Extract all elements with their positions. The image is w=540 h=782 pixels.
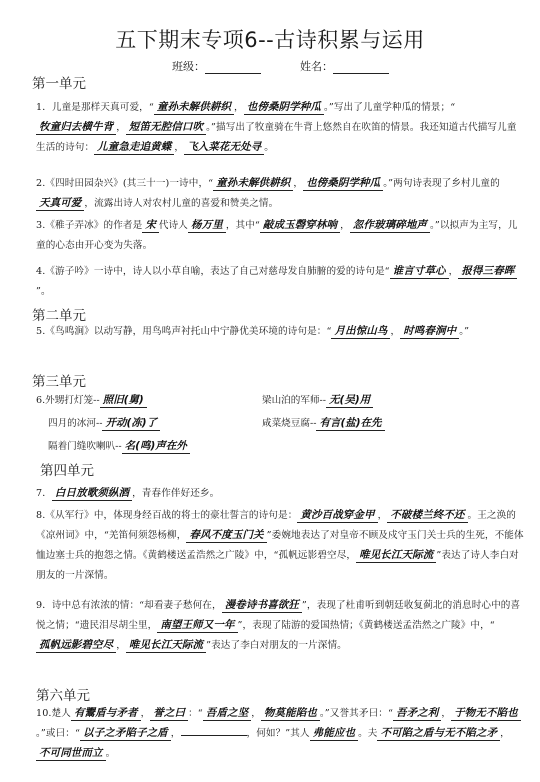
answer: 儿童急走追黄蝶 xyxy=(94,140,174,155)
question-text: 。”描写出了牧童骑在牛背上悠然自在吹笛的情景。我还知道古代描写儿童生活的诗句： xyxy=(36,122,517,153)
question-6-row-2-right xyxy=(262,416,385,431)
answer: 白日放歌须纵酒 xyxy=(52,486,132,501)
question-6-row-1-right xyxy=(262,393,373,408)
question-6-row-1-left xyxy=(36,393,147,408)
answer: 誉之曰 xyxy=(150,706,188,721)
question-4 xyxy=(36,262,524,306)
answer: 也傍桑阴学种瓜 xyxy=(303,176,383,191)
class-blank xyxy=(205,63,261,74)
answer: 童孙未解供耕织 xyxy=(154,100,234,115)
question-text: ”，表现了杜甫听到朝廷收复蓟北的消息时心中的喜悦之情；“遗民泪尽胡尘里， xyxy=(36,600,521,631)
question-text: ：“ xyxy=(188,708,203,719)
question-text: ， xyxy=(251,708,261,719)
question-text: 10.楚人 xyxy=(36,708,71,719)
question-text: ， xyxy=(116,640,126,651)
question-text: ， xyxy=(116,122,126,133)
question-text: 。夫 xyxy=(358,728,378,739)
question-8 xyxy=(36,506,524,590)
question-text: ， xyxy=(500,728,510,739)
answer: 春风不度玉门关 xyxy=(186,528,266,543)
name-blank xyxy=(333,63,389,74)
answer: 不可陷之盾与无不陷之矛 xyxy=(377,726,500,741)
answer: 宋 xyxy=(142,218,159,233)
answer: 黄沙百战穿金甲 xyxy=(297,508,377,523)
question-text: 。”写出了儿童学种瓜的情景； xyxy=(323,102,451,113)
answer: 唯见长江天际流 xyxy=(356,548,436,563)
question-text: 。”或曰：“ xyxy=(36,728,80,739)
answer: 南望王师又一年 xyxy=(157,618,237,633)
answer: 也傍桑阴学种瓜 xyxy=(244,100,324,115)
question-text: 。”以拟声为主写，儿童的心态由开心变为失落。 xyxy=(36,220,518,251)
question-text: ”，表现了陆游的爱国热情；《黄鹤楼送孟浩然之广陵》中，“ xyxy=(237,620,495,631)
question-2 xyxy=(36,174,524,218)
question-text: 5.《鸟鸣涧》以动写静，用鸟鸣声衬托山中宁静优美环境的诗句是：“ xyxy=(36,326,332,337)
question-text: 咸菜烧豆腐-- xyxy=(262,418,317,429)
question-text: ，流露出诗人对农村儿童的喜爱和赞美之情。 xyxy=(84,198,279,209)
question-text: ，其中“ xyxy=(225,220,260,231)
answer: 吾盾之坚 xyxy=(203,706,251,721)
question-text: 1．儿童是那样天真可爱，“ xyxy=(36,102,154,113)
question-text: ”表达了李白对朋友的一片深情。 xyxy=(206,640,347,651)
answer: 以子之矛陷子之盾 xyxy=(80,726,171,741)
answer: 照旧(舅) xyxy=(100,393,147,408)
name-label: 姓名： xyxy=(300,60,333,73)
unit-heading-4: 第四单元 xyxy=(40,463,94,479)
question-text: ， xyxy=(170,728,181,739)
answer: 敲成玉磬穿林响 xyxy=(260,218,340,233)
question-5 xyxy=(36,322,524,366)
question-3 xyxy=(36,216,524,262)
answer: 牧童归去横牛背 xyxy=(36,120,116,135)
question-text: 代诗人 xyxy=(158,220,188,231)
question-text: 。 xyxy=(105,748,116,759)
question-6-row-2-left xyxy=(48,416,160,431)
class-field xyxy=(172,58,261,74)
question-text: 8.《从军行》中，体现身经百战的将士的豪壮誓言的诗句是： xyxy=(36,510,298,521)
answer: 童孙未解供耕织 xyxy=(213,176,293,191)
question-text: ， xyxy=(390,326,401,337)
question-text: 。”又誉其矛曰：“ xyxy=(319,708,393,719)
answer: 忽作玻璃碎地声 xyxy=(350,218,430,233)
question-text: ”表达了诗人李白对朋友的一片深情。 xyxy=(36,550,519,581)
answer: 短笛无腔信口吹 xyxy=(126,120,206,135)
question-text: 7． xyxy=(36,488,52,499)
question-1 xyxy=(36,98,524,168)
answer: 飞入菜花无处寻 xyxy=(184,140,264,155)
answer: 吾矛之利 xyxy=(393,706,441,721)
question-text: ， xyxy=(441,708,452,719)
question-7 xyxy=(36,484,524,506)
question-text: 四月的冰河-- xyxy=(48,418,103,429)
question-text: 。 xyxy=(264,142,274,153)
name-field xyxy=(300,58,389,74)
question-text: 。” xyxy=(459,326,470,337)
answer: 报得三春晖 xyxy=(458,264,517,279)
question-text: ， xyxy=(234,102,244,113)
question-text: ， xyxy=(140,708,151,719)
question-text: ，青春作伴好还乡。 xyxy=(132,488,220,499)
question-text: 4.《游子吟》一诗中，诗人以小草自喻，表达了自己对慈母发自肺腑的爱的诗句是“ xyxy=(36,266,390,277)
answer: 月出惊山鸟 xyxy=(331,324,390,339)
answer: 谁言寸草心 xyxy=(390,264,449,279)
question-text: ”委婉地表达了对皇帝不顾及戍守玉门关士兵的生死，不能体恤边塞士兵的抱怨之情。《黄鹤楼送孟浩然之广陵》中，“孤帆远影碧空尽， xyxy=(36,530,524,561)
answer: 时鸣春涧中 xyxy=(400,324,459,339)
unit-heading-1: 第一单元 xyxy=(32,76,86,92)
answer: 不破楼兰终不还 xyxy=(387,508,467,523)
question-text: ， xyxy=(293,178,304,189)
question-text: 隔着门缝吹喇叭-- xyxy=(48,441,122,452)
answer: 漫卷诗书喜欲狂 xyxy=(222,598,302,613)
question-text: 。”两句诗表现了乡村儿童的 xyxy=(383,178,500,189)
question-text: ， xyxy=(377,510,388,521)
unit-heading-2: 第二单元 xyxy=(32,308,86,324)
question-10 xyxy=(36,704,524,780)
question-text: ，何如？”其人 xyxy=(246,728,310,739)
unit-heading-6: 第六单元 xyxy=(36,688,90,704)
question-text: 6.外甥打灯笼-- xyxy=(36,395,100,406)
answer: 弗能应也 xyxy=(310,726,358,741)
class-label: 班级： xyxy=(172,60,205,73)
unit-heading-3: 第三单元 xyxy=(32,374,86,390)
question-text: ， xyxy=(340,220,350,231)
answer-blank xyxy=(181,735,247,736)
answer: 名(鸣)声在外 xyxy=(122,439,190,454)
answer: 开动(冻)了 xyxy=(102,416,160,431)
question-text: 梁山泊的军师-- xyxy=(262,395,327,406)
page-title: 五下期末专项6--古诗积累与运用 xyxy=(115,28,425,52)
answer: 有鬻盾与矛者 xyxy=(71,706,141,721)
question-6-row-3 xyxy=(48,439,190,454)
answer: 孤帆远影碧空尽 xyxy=(36,638,116,653)
answer: 杨万里 xyxy=(188,218,226,233)
question-text: ”。 xyxy=(36,286,51,297)
answer: 不可同世而立 xyxy=(36,746,106,761)
answer: 唯见长江天际流 xyxy=(126,638,206,653)
question-text: “ xyxy=(450,102,456,113)
question-text: 9．诗中总有浓浓的情：“却看妻子愁何在， xyxy=(36,600,222,611)
answer: 于物无不陷也 xyxy=(451,706,521,721)
question-text: ， xyxy=(448,266,459,277)
answer: 有言(盐)在先 xyxy=(316,416,384,431)
question-text: 3.《稚子弄冰》的作者是 xyxy=(36,220,143,231)
answer: 天真可爱 xyxy=(36,196,84,211)
question-text: ， xyxy=(174,142,185,153)
question-9 xyxy=(36,596,524,660)
question-text: 。王之涣的《凉州词》中，“羌笛何须怨杨柳， xyxy=(36,510,516,541)
answer: 无(吴)用 xyxy=(326,393,373,408)
answer: 物莫能陷也 xyxy=(261,706,320,721)
question-text: 2.《四时田园杂兴》(其三十一)一诗中，“ xyxy=(36,178,214,189)
